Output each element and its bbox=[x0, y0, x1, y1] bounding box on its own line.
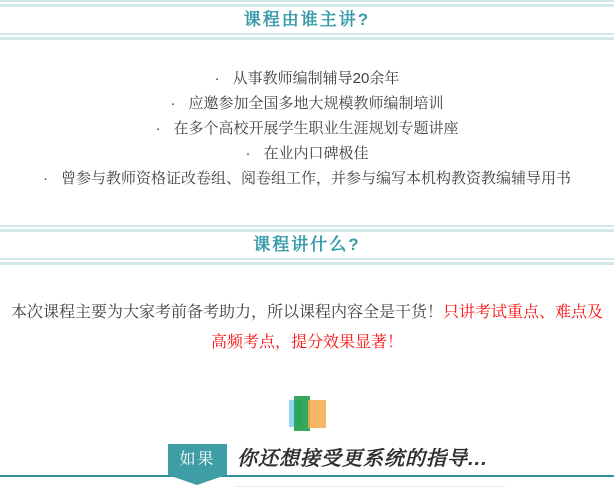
divider-line-thick bbox=[0, 262, 614, 265]
double-divider-bottom bbox=[0, 33, 614, 40]
teal-rule-divider bbox=[0, 475, 614, 477]
books-icon bbox=[287, 395, 327, 432]
divider-line-thick bbox=[0, 37, 614, 40]
double-divider-bottom bbox=[0, 258, 614, 265]
double-divider-top bbox=[0, 0, 614, 7]
credential-text: 曾参与教师资格证改卷组、阅卷组工作，并参与编写本机构教资教编辅导用书 bbox=[60, 170, 571, 187]
divider-line-thin bbox=[0, 0, 614, 2]
double-divider-top bbox=[0, 225, 614, 232]
content-section-header bbox=[0, 225, 614, 265]
list-item bbox=[0, 166, 614, 191]
credential-text: 从事教师编制辅导20余年 bbox=[232, 70, 400, 87]
if-ribbon-label: 如果 bbox=[179, 451, 216, 468]
credential-text: 在业内口碑极佳 bbox=[263, 145, 369, 162]
course-description-red: 只讲考试重点、难点及高频考点，提分效果显著！ bbox=[210, 304, 604, 351]
speaker-section-title: 课程由谁主讲? bbox=[243, 10, 371, 29]
bottom-divider bbox=[235, 486, 505, 487]
orange-book-icon bbox=[308, 400, 326, 428]
credential-text: 在多个高校开展学生职业生涯规划专题讲座 bbox=[173, 120, 459, 137]
list-item bbox=[0, 91, 614, 116]
bullet: · bbox=[170, 95, 176, 112]
speaker-credentials-list bbox=[0, 66, 614, 191]
ribbon-arrow-down-icon bbox=[168, 475, 226, 485]
content-section-title: 课程讲什么? bbox=[253, 235, 361, 254]
bullet: · bbox=[245, 145, 251, 162]
cta-text: 你还想接受更系统的指导... bbox=[237, 448, 488, 470]
divider-line-thin bbox=[0, 225, 614, 227]
course-description-black: 本次课程主要为大家考前备考助力，所以课程内容全是干货！ bbox=[10, 304, 443, 321]
bullet: · bbox=[42, 170, 48, 187]
list-item bbox=[0, 141, 614, 166]
divider-line-thin bbox=[0, 258, 614, 260]
list-item bbox=[0, 116, 614, 141]
bullet: · bbox=[155, 120, 161, 137]
if-ribbon-badge bbox=[168, 444, 227, 475]
speaker-section-header bbox=[0, 0, 614, 40]
credential-text: 应邀参加全国多地大规模教师编制培训 bbox=[188, 95, 444, 112]
list-item bbox=[0, 66, 614, 91]
course-description bbox=[0, 298, 614, 358]
cta-section bbox=[0, 444, 614, 487]
divider-line-thin bbox=[0, 33, 614, 35]
bullet: · bbox=[214, 70, 220, 87]
